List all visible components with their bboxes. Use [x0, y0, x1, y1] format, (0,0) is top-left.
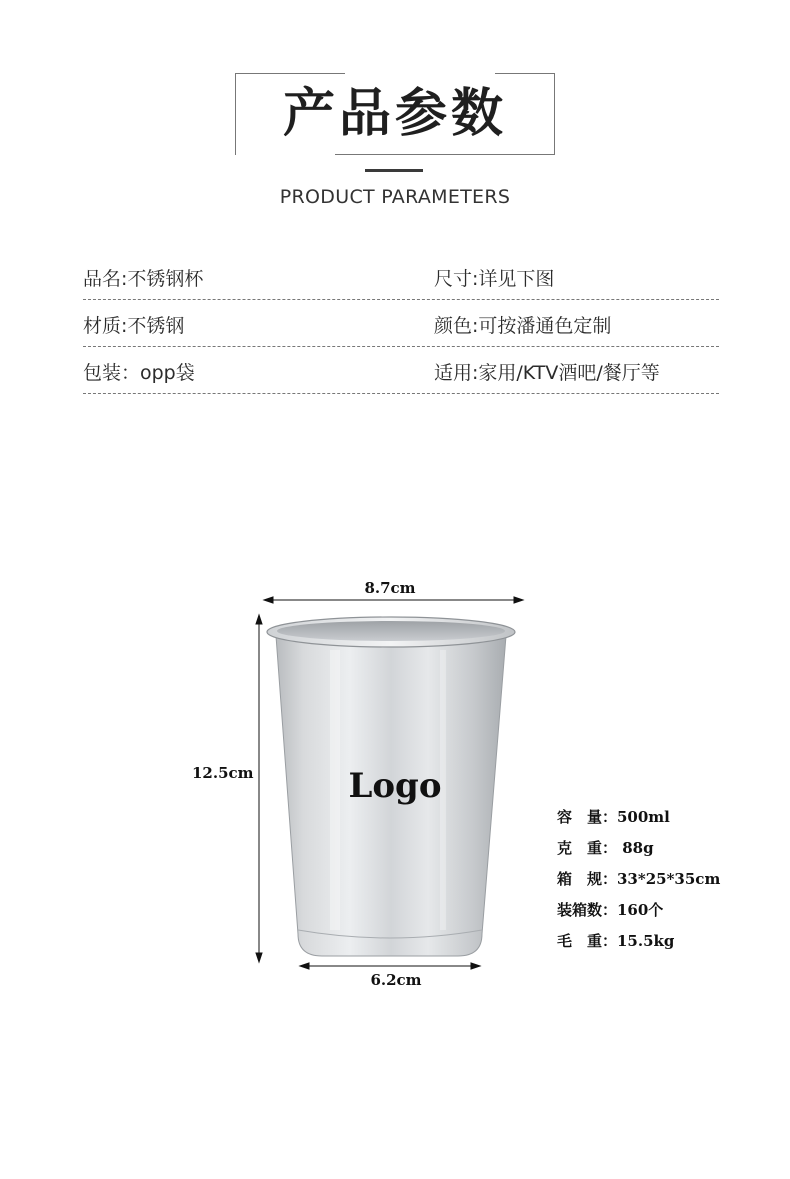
height-arrow [256, 615, 262, 962]
param-size: 尺寸:详见下图 [434, 268, 555, 290]
logo-placeholder: Logo [348, 766, 442, 806]
param-color: 颜色:可按潘通色定制 [434, 315, 612, 337]
param-row [83, 304, 719, 347]
top-width-label: 8.7cm [364, 579, 416, 597]
cup-opening [277, 621, 505, 641]
page-subtitle: PRODUCT PARAMETERS [279, 186, 511, 208]
spec-carton-size: 箱 规：33*25*35cm [557, 870, 721, 888]
spec-carton-quantity: 装箱数：160个 [557, 901, 664, 919]
spec-capacity: 容 量：500ml [557, 808, 670, 826]
height-label: 12.5cm [192, 764, 254, 782]
param-row [83, 257, 719, 300]
param-packaging: 包装：opp袋 [83, 362, 195, 384]
param-name: 品名:不锈钢杯 [83, 268, 204, 290]
spec-weight: 克 重： 88g [557, 839, 654, 857]
page-title: 产品参数 [282, 84, 507, 144]
spec-gross-weight: 毛 重：15.5kg [557, 932, 675, 950]
params-table [83, 257, 719, 398]
bottom-width-arrow [300, 963, 480, 969]
param-material: 材质:不锈钢 [83, 315, 185, 337]
spec-list [557, 806, 757, 961]
param-row [83, 351, 719, 394]
param-usage: 适用:家用/KTV酒吧/餐厅等 [434, 362, 660, 384]
bottom-width-label: 6.2cm [370, 971, 422, 989]
title-underline [365, 169, 423, 172]
top-width-arrow [264, 597, 523, 603]
